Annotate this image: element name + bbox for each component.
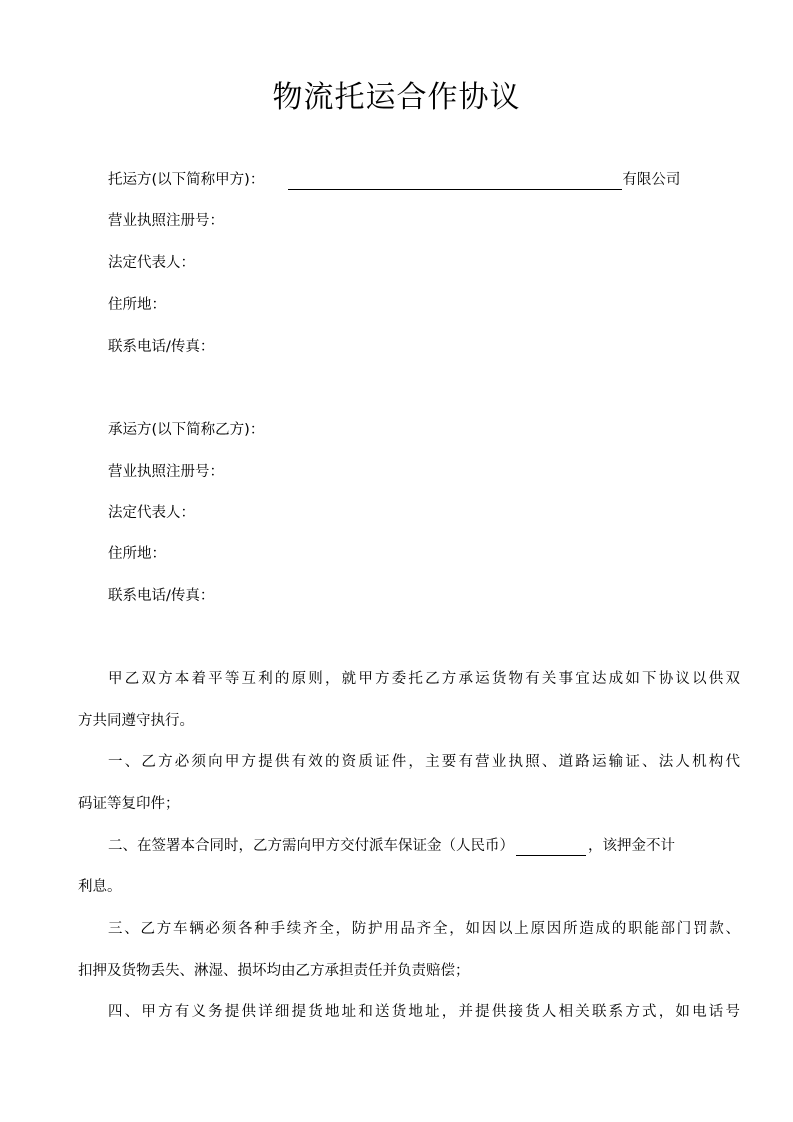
party-b-legal-rep: 法定代表人： [108,505,195,521]
intro-line-2: 方共同遵守执行。 [78,713,194,729]
clause-2-line-1 [108,836,675,856]
deposit-amount-blank[interactable] [516,838,586,856]
party-a-label: 托运方(以下简称甲方)： [108,172,265,188]
party-b-label: 承运方(以下简称乙方)： [108,422,265,438]
clause-1-line-2: 码证等复印件； [78,796,180,812]
clause-2-line-2: 利息。 [78,879,122,895]
clause-3-line-1: 三、乙方车辆必须各种手续齐全，防护用品齐全，如因以上原因所造成的职能部门罚款、 [108,921,740,937]
party-a-name-blank[interactable] [288,172,622,190]
party-a-name-line [108,170,680,190]
party-a-address: 住所地： [108,297,166,313]
party-a-reg-no: 营业执照注册号： [108,213,224,229]
clause-2-text-before: 二、在签署本合同时，乙方需向甲方交付派车保证金（人民币） [108,838,514,854]
party-b-reg-no: 营业执照注册号： [108,464,224,480]
party-a-phone: 联系电话/传真： [108,339,215,355]
clause-2-text-after: ，该押金不计 [588,838,675,854]
party-b-address: 住所地： [108,546,166,562]
clause-3-line-2: 扣押及货物丢失、淋湿、损坏均由乙方承担责任并负责赔偿； [78,963,470,979]
party-a-suffix: 有限公司 [622,172,681,188]
intro-line-1: 甲乙双方本着平等互利的原则，就甲方委托乙方承运货物有关事宜达成如下协议以供双 [108,671,740,687]
party-a-legal-rep: 法定代表人： [108,255,195,271]
document-title: 物流托运合作协议 [272,80,521,115]
clause-4-line-1: 四、甲方有义务提供详细提货地址和送货地址，并提供接货人相关联系方式，如电话号 [108,1004,740,1020]
clause-1-line-1: 一、乙方必须向甲方提供有效的资质证件，主要有营业执照、道路运输证、法人机构代 [108,754,740,770]
party-b-phone: 联系电话/传真： [108,588,215,604]
